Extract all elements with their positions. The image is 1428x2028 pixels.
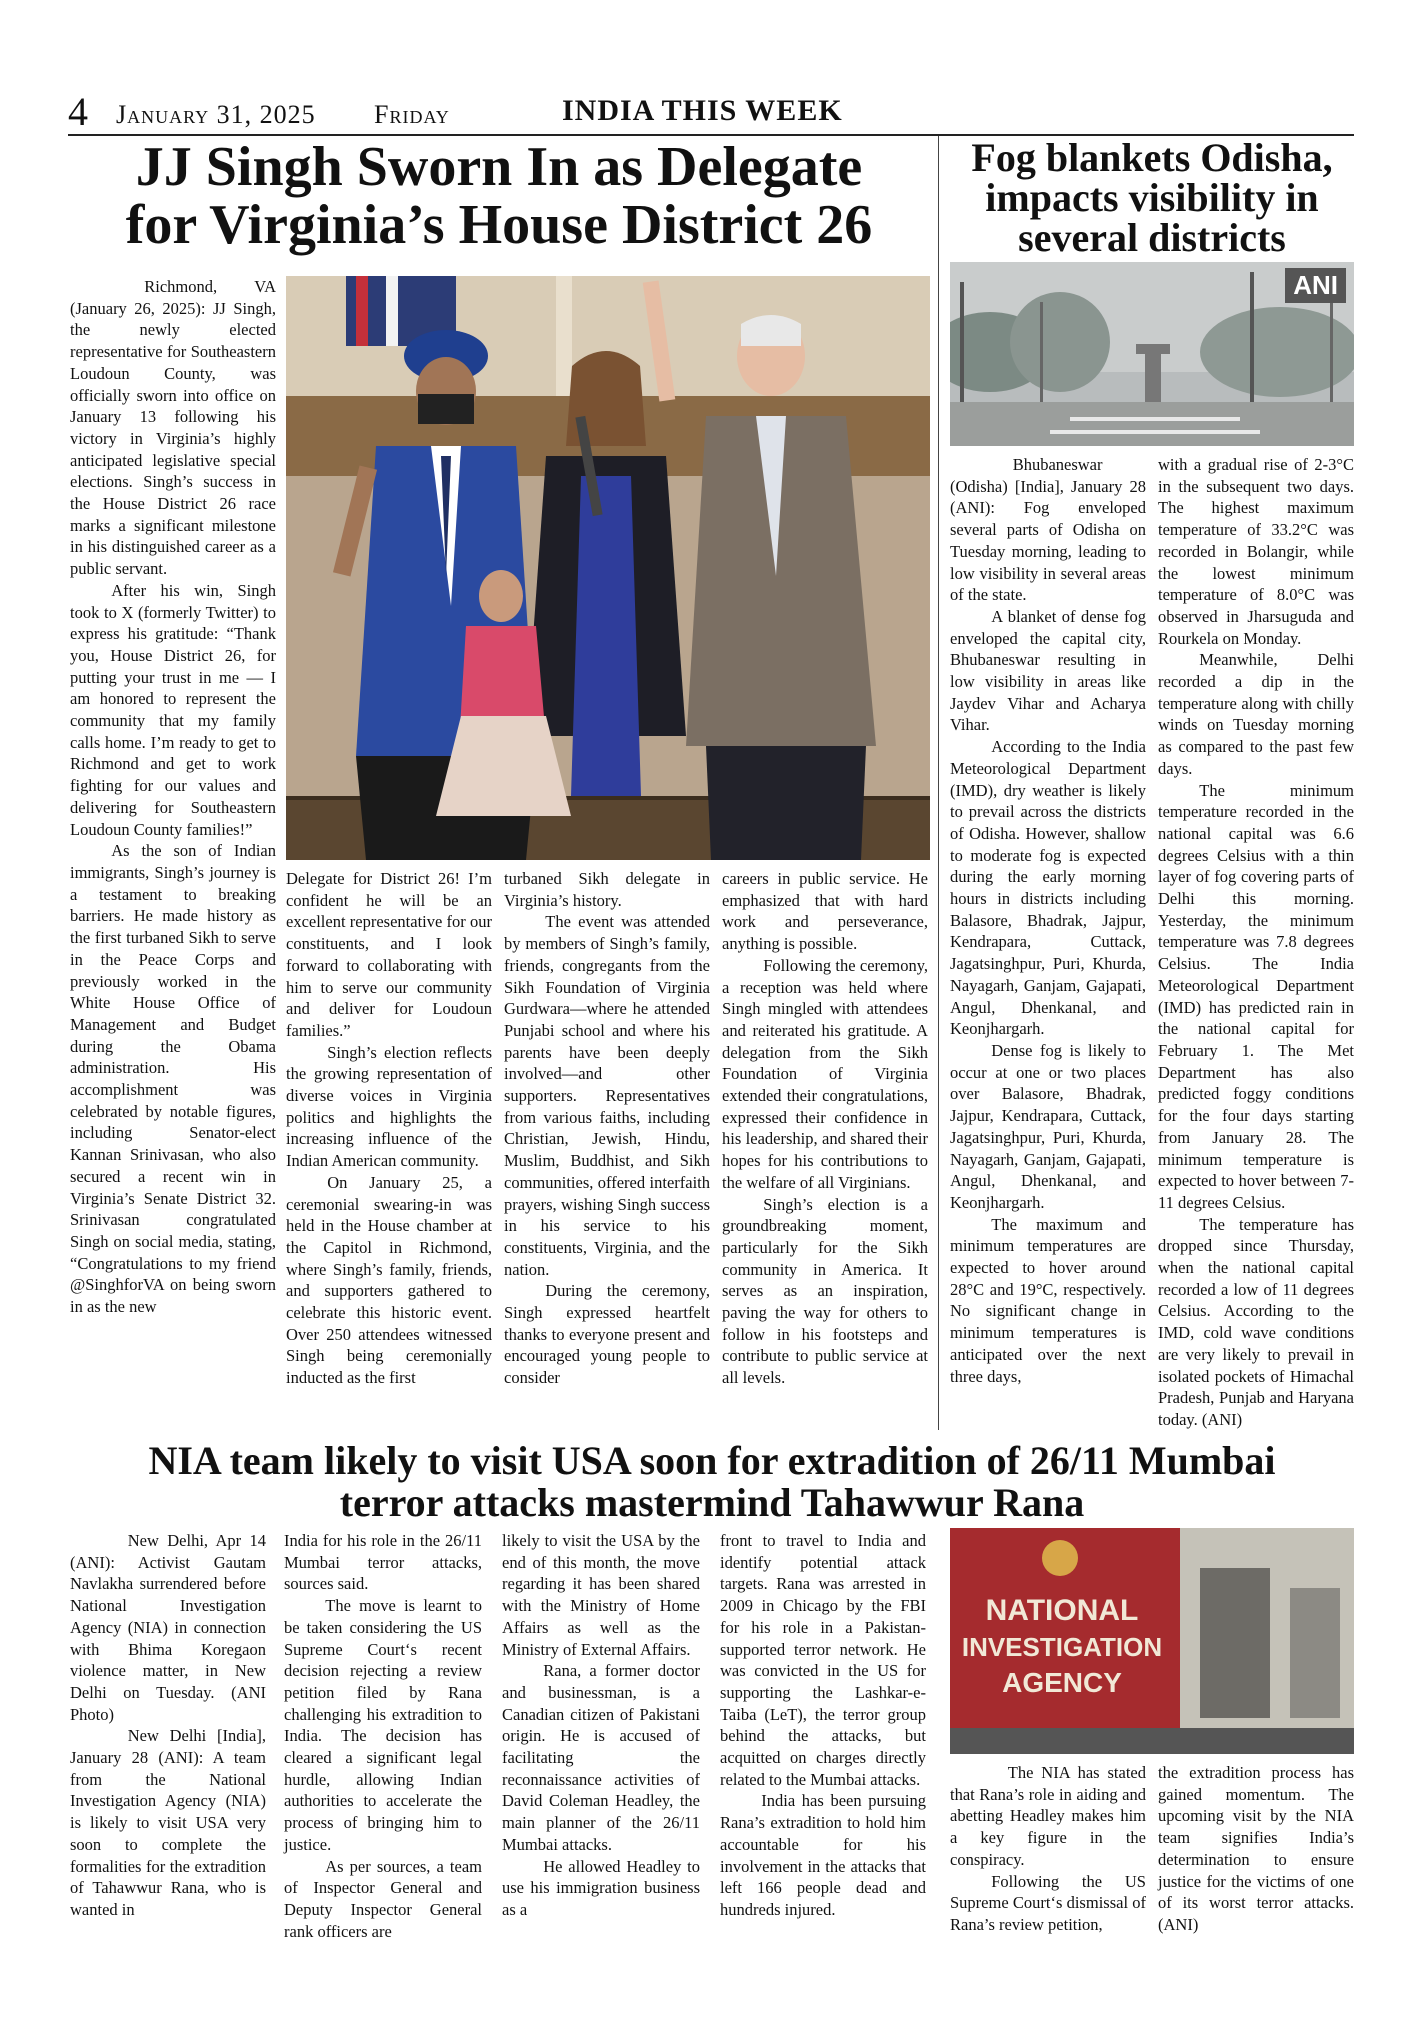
issue-day: Friday <box>374 100 450 129</box>
story1-column-4 <box>722 868 928 1389</box>
story1-headline <box>70 138 928 254</box>
story2-headline-line2: impacts visibility in <box>985 175 1319 220</box>
story2-paragraph: According to the India Meteorological Department (IMD), dry weather is likely to prevail across the districts of Odisha. However, shallow to moderate fog is expected during the early morning hours in districts including Balasore, Bhadrak, Jajpur, Kendrapara, Cuttack, Jagatsinghpur, Puri, Khurda, Nayagarh, Ganjam, Gajapati, Angul, Dhenkanal, and Keonjhargarh. <box>950 737 1146 1039</box>
story1-paragraph: On January 25, a ceremonial swearing-in was held in the House chamber at the Capitol in Richmond, where Singh’s family, friends, and supporters gathered to celebrate this historic event. Over 250 attendees witnessed Singh being ceremonially inducted as the first <box>286 1172 492 1388</box>
story3-paragraph: New Delhi, Apr 14 (ANI): Activist Gautam Navlakha surrendered before National Investigation Agency (NIA) in connection with Bhima Koregaon violence matter, in New Delhi on Tuesday. (ANI Photo) <box>70 1531 266 1724</box>
story1-paragraph: Following the ceremony, a reception was held where Singh mingled with attendees and reiterated his gratitude. A delegation from the Sikh Foundation of Virginia extended their congratulations, expressed their confidence in his leadership, and shared their hopes for his contributions to the welfare of all Virginians. <box>722 955 928 1192</box>
story3-paragraph: India has been pursuing Rana’s extradition to hold him accountable for his involvement in the attacks that left 166 people dead and hundreds injured. <box>720 1791 926 1919</box>
story3-headline-line1: NIA team likely to visit USA soon for extradition of 26/11 Mumbai <box>148 1438 1276 1483</box>
story1-paragraph: As the son of Indian immigrants, Singh’s journey is a testament to breaking barriers. He made history as the first turbaned Sikh to serve in the Peace Corps and previously worked in the White House Office of Management and Budget during the Obama administration. His accomplishment was celebrated by notable figures, including Senator-elect Kannan Srinivasan, who also secured a recent win in Virginia’s Senate District 32. Srinivasan congratulated Singh on social media, stating, “Congratulations to my friend @SinghforVA on being sworn in as the new <box>70 841 276 1317</box>
story2-column-1 <box>950 454 1146 1387</box>
story1-paragraph: turbaned Sikh delegate in Virginia’s history. <box>504 869 710 910</box>
swearing-in-photo <box>286 276 930 860</box>
story3-paragraph: Rana, a former doctor and businessman, is a Canadian citizen of Pakistani origin. He is accused of facilitating the reconnaissance activities of David Coleman Headley, the main planner of the 26/11 Mumbai attacks. <box>502 1661 700 1854</box>
story2-paragraph: The maximum and minimum temperatures are expected to hover around 28°C and 19°C, respectively. No significant change in minimum temperatures is anticipated over the next three days, <box>950 1214 1146 1386</box>
column-divider <box>938 136 939 1430</box>
nia-building-photo <box>950 1528 1354 1754</box>
masthead <box>68 89 1354 136</box>
story3-column-2 <box>284 1530 482 1942</box>
story1-paragraph: Richmond, VA (January 26, 2025): JJ Singh, the newly elected representative for Southeastern Loudoun County, was officially sworn into office on January 13 following his victory in Virginia’s highly anticipated legislative special elections. Singh’s success in the House District 26 race marks a significant milestone in his distinguished career as a public servant. <box>70 277 276 579</box>
story1-paragraph: The event was attended by members of Singh’s family, friends, congregants from the Sikh Foundation of Virginia Gurdwara—where he attended Punjabi school and where his parents have been deeply involved—and other supporters. Representatives from various faiths, including Christian, Jewish, Hindu, Muslim, Buddhist, and Sikh communities, offered interfaith prayers, wishing Singh success in his service to his constituents, Virginia, and the nation. <box>504 912 710 1279</box>
story3-paragraph: The NIA has stated that Rana’s role in aiding and abetting Headley makes him a key figure in the conspiracy. <box>950 1763 1146 1869</box>
story3-paragraph: He allowed Headley to use his immigration business as a <box>502 1856 700 1919</box>
story3-column-5 <box>950 1762 1146 1936</box>
story3-paragraph: The move is learnt to be taken considering the US Supreme Court‘s recent decision rejecting a review petition filed by Rana challenging his extradition to India. The decision has cleared a significant legal hurdle, allowing Indian authorities to accelerate the process of bringing him to justice. <box>284 1596 482 1854</box>
story3-paragraph: New Delhi [India], January 28 (ANI): A team from the National Investigation Agency (NIA) is likely to visit USA very soon to complete the formalities for the extradition of Tahawwur Rana, who is wanted in <box>70 1726 266 1919</box>
story3-headline-line2: terror attacks mastermind Tahawwur Rana <box>339 1480 1085 1525</box>
story1-column-3 <box>504 868 710 1389</box>
story3-column-6 <box>1158 1762 1354 1936</box>
paper-title: INDIA THIS WEEK <box>562 94 843 127</box>
story1-paragraph: Delegate for District 26! I’m confident he will be an excellent representative for our constituents, and I look forward to collaborating with him to serve our community and deliver for Loudoun families.” <box>286 869 492 1040</box>
story2-headline-line1: Fog blankets Odisha, <box>971 135 1333 180</box>
story3-column-3 <box>502 1530 700 1921</box>
story3-paragraph: As per sources, a team of Inspector General and Deputy Inspector General rank officers are <box>284 1856 482 1941</box>
story2-paragraph: The temperature has dropped since Thursday, when the national capital recorded a low of 11 degrees Celsius. According to the IMD, cold wave conditions are very likely to prevail in isolated pockets of Himachal Pradesh, Punjab and Haryana today. (ANI) <box>1158 1214 1354 1429</box>
nia-sign-line3: AGENCY <box>1002 1667 1122 1698</box>
story2-paragraph: with a gradual rise of 2-3°C in the subsequent two days. The highest maximum temperature of 33.2°C was recorded in Bolangir, while the lowest minimum temperature of 8.0°C was observed in Jharsuguda and Rourkela on Monday. <box>1158 455 1354 648</box>
story3-paragraph: front to travel to India and identify potential attack targets. Rana was arrested in 2009 in Chicago by the FBI for his role in a Pakistan-supported terror network. He was convicted in the US for supporting the Lashkar-e-Taiba (LeT), the terror group behind the attacks, but acquitted on charges directly related to the Mumbai attacks. <box>720 1531 926 1789</box>
story2-paragraph: Meanwhile, Delhi recorded a dip in the temperature along with chilly winds on Tuesday morning as compared to the past few days. <box>1158 650 1354 778</box>
story3-paragraph: likely to visit the USA by the end of this month, the move regarding it has been shared with the Ministry of Home Affairs as well as the Ministry of External Affairs. <box>502 1531 700 1659</box>
story2-paragraph: The minimum temperature recorded in the national capital was 6.6 degrees Celsius with a thin layer of fog covering parts of Delhi this morning. Yesterday, the minimum temperature was 7.8 degrees Celsius. The India Meteorological Department (IMD) has predicted rain in the national capital for February 1. The Met Department has also predicted foggy conditions for the four days starting from January 28. The minimum temperature is expected to hover between 7-11 degrees Celsius. <box>1158 780 1354 1212</box>
story1-headline-line2: for Virginia’s House District 26 <box>125 194 873 256</box>
fog-photo <box>950 262 1354 446</box>
story2-paragraph: Bhubaneswar (Odisha) [India], January 28 (ANI): Fog enveloped several parts of Odisha on Tuesday morning, leading to low visibility in several areas of the state. <box>950 455 1146 605</box>
story1-paragraph: During the ceremony, Singh expressed heartfelt thanks to everyone present and encouraged young people to consider <box>504 1281 710 1388</box>
story3-paragraph: India for his role in the 26/11 Mumbai terror attacks, sources said. <box>284 1531 482 1594</box>
story1-paragraph: Singh’s election reflects the growing representation of diverse voices in Virginia politics and highlights the increasing influence of the Indian American community. <box>286 1042 492 1171</box>
story1-paragraph: Singh’s election is a groundbreaking moment, particularly for the Sikh community in America. It serves as an inspiration, paving the way for others to follow in his footsteps and contribute to public service at all levels. <box>722 1194 928 1388</box>
story1-paragraph: After his win, Singh took to X (formerly Twitter) to express his gratitude: “Thank you, House District 26, for putting your trust in me — I am honored to represent the community that my family calls home. I’m ready to get to Richmond and get to work fighting for our values and delivering for Southeastern Loudoun County families!” <box>70 580 276 839</box>
story2-paragraph: A blanket of dense fog enveloped the capital city, Bhubaneswar resulting in low visibility in areas like Jaydev Vihar and Acharya Vihar. <box>950 606 1146 735</box>
story2-headline-line3: several districts <box>1018 215 1286 260</box>
story3-column-4 <box>720 1530 926 1921</box>
story2-column-2 <box>1158 454 1354 1431</box>
story1-column-1 <box>70 276 276 1318</box>
nia-sign-line1: NATIONAL <box>985 1594 1139 1627</box>
story3-column-1 <box>70 1530 266 1921</box>
story1-headline-line1: JJ Singh Sworn In as Delegate <box>135 136 863 198</box>
story1-column-2 <box>286 868 492 1389</box>
story3-paragraph: the extradition process has gained momentum. The upcoming visit by the NIA team signifies India’s determination to ensure justice for the victims of one of its worst terror attacks. (ANI) <box>1158 1763 1354 1934</box>
story3-headline <box>70 1440 1354 1524</box>
nia-sign-line2: INVESTIGATION <box>961 1632 1163 1662</box>
story2-headline <box>950 135 1354 260</box>
issue-date: January 31, 2025 <box>116 100 316 129</box>
story2-paragraph: Dense fog is likely to occur at one or two places over Balasore, Bhadrak, Jajpur, Kendrapara, Cuttack, Jagatsinghpur, Puri, Khurda, Nayagarh, Ganjam, Gajapati, Angul, Dhenkanal, and Keonjhargarh. <box>950 1040 1146 1212</box>
page-number: 4 <box>68 89 88 134</box>
story3-paragraph: Following the US Supreme Court‘s dismissal of Rana’s review petition, <box>950 1871 1146 1934</box>
story1-paragraph: careers in public service. He emphasized that with hard work and perseverance, anything is possible. <box>722 869 928 954</box>
photo-credit-badge: ANI <box>1285 268 1346 303</box>
